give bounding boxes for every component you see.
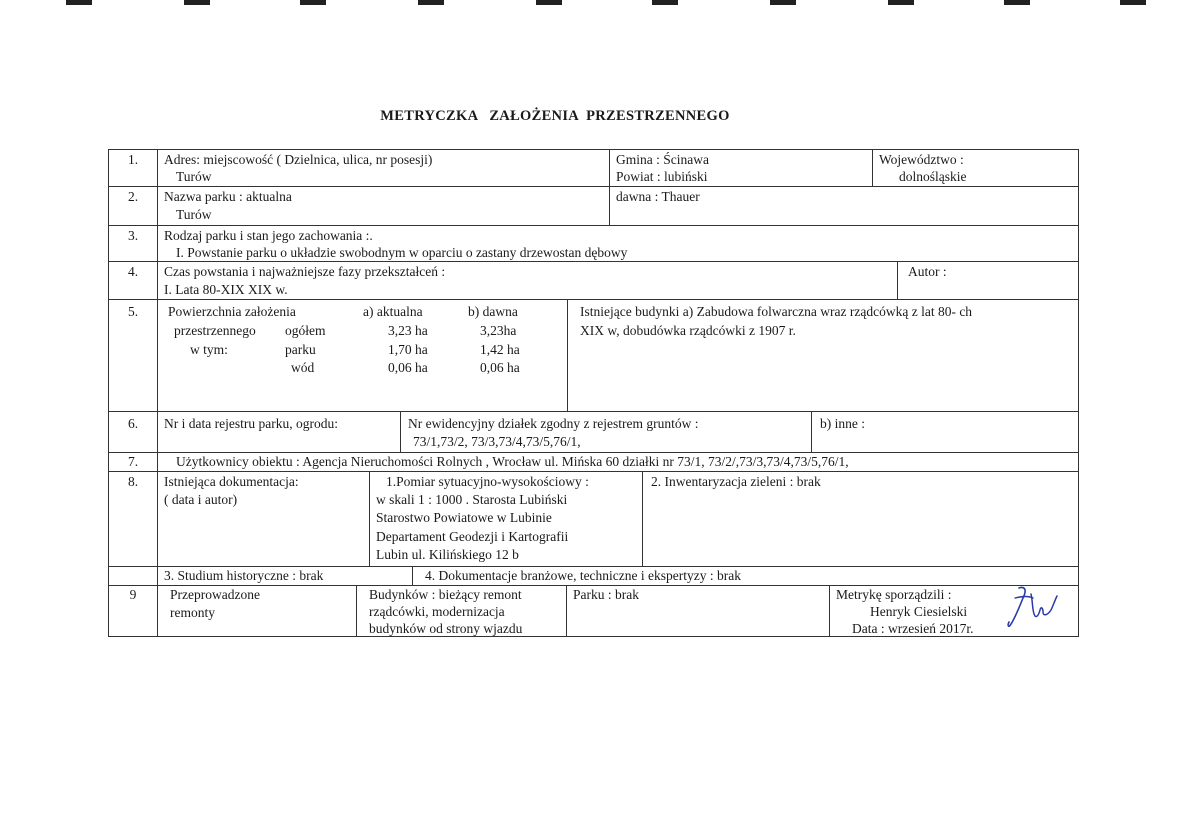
survey-text: Lubin ul. Kilińskiego 12 b <box>376 547 519 562</box>
buildings-repairs-text: budynków od strony wjazdu <box>369 621 523 636</box>
address-label: Adres: miejscowość ( Dzielnica, ulica, nr posesji) <box>164 152 433 167</box>
document-title: METRYCZKA ZAŁOŻENIA PRZESTRZENNEGO <box>380 108 730 124</box>
park-area-label: parku <box>285 342 316 357</box>
parcels-value: 73/1,73/2, 73/3,73/4,73/5,76/1, <box>413 434 581 449</box>
scan-mark <box>300 0 326 5</box>
survey-text: w skali 1 : 1000 . Starosta Lubiński <box>376 492 568 507</box>
sector-docs: 4. Dokumentacje branżowe, techniczne i ekspertyzy : brak <box>425 568 741 583</box>
park-repairs-cell <box>566 585 830 637</box>
former-total-value: 3,23ha <box>480 323 517 338</box>
buildings-cell <box>567 299 1079 412</box>
scan-mark <box>536 0 562 5</box>
users-cell <box>157 452 1079 472</box>
creation-time-value: I. Lata 80-XIX XIX w. <box>164 282 288 297</box>
creation-time-cell <box>157 261 898 300</box>
repairs-label: Przeprowadzone <box>170 587 260 602</box>
documentation-cell <box>157 471 370 567</box>
repairs-cell <box>157 585 357 637</box>
scan-mark <box>184 0 210 5</box>
park-name-label: Nazwa parku : aktualna <box>164 189 292 204</box>
address-value: Turów <box>176 169 212 184</box>
parcels-label: Nr ewidencyjny działek zgodny z rejestrem gruntów : <box>408 416 699 431</box>
greenery-inventory: 2. Inwentaryzacja zieleni : brak <box>651 474 821 489</box>
row-2-number-cell <box>108 186 158 226</box>
prepared-date: Data : wrzesień 2017r. <box>852 621 974 636</box>
current-total-value: 3,23 ha <box>388 323 428 338</box>
row-number: 3. <box>127 228 139 243</box>
row-number: 9 <box>129 587 137 602</box>
park-name-value: Turów <box>176 207 212 222</box>
row-6-number-cell <box>108 411 158 453</box>
other-label: b) inne : <box>820 416 865 431</box>
park-type-label: Rodzaj parku i stan jego zachowania :. <box>164 228 373 243</box>
former-column-header: b) dawna <box>468 304 518 319</box>
history-study: 3. Studium historyczne : brak <box>164 568 324 583</box>
row-8-number-cell <box>108 471 158 567</box>
parcels-cell <box>400 411 812 453</box>
row-number: 8. <box>127 474 139 489</box>
creation-time-label: Czas powstania i najważniejsze fazy przekształceń : <box>164 264 446 279</box>
scan-mark <box>1004 0 1030 5</box>
park-name-cell <box>157 186 610 226</box>
buildings-text: Istniejące budynki a) Zabudowa folwarczna wraz rządcówką z lat 80- ch <box>580 304 973 319</box>
survey-text: Starostwo Powiatowe w Lubinie <box>376 510 552 525</box>
author-label: Autor : <box>908 264 947 279</box>
documentation-label: ( data i autor) <box>164 492 238 507</box>
buildings-repairs-text: Budynków : bieżący remont <box>369 587 522 602</box>
buildings-repairs-cell <box>356 585 567 637</box>
documentation-label: Istniejąca dokumentacja: <box>164 474 299 489</box>
scan-mark <box>888 0 914 5</box>
former-park-value: 1,42 ha <box>480 342 520 357</box>
row-number: 6. <box>127 416 139 431</box>
greenery-cell <box>642 471 1079 567</box>
area-label: przestrzennego <box>174 323 256 338</box>
row-8b-number-cell <box>108 566 158 586</box>
repairs-label: remonty <box>170 605 215 620</box>
park-type-value: I. Powstanie parku o układzie swobodnym w oparciu o zastany drzewostan dębowy <box>176 245 628 260</box>
row-number: 4. <box>127 264 139 279</box>
scan-mark <box>1120 0 1146 5</box>
water-area-label: wód <box>291 360 315 375</box>
survey-cell <box>369 471 643 567</box>
wojewodztwo-label: Województwo : <box>879 152 964 167</box>
other-cell <box>811 411 1079 453</box>
wojewodztwo-value: dolnośląskie <box>899 169 967 184</box>
current-water-value: 0,06 ha <box>388 360 428 375</box>
scan-edge-marks <box>0 0 1199 6</box>
current-park-value: 1,70 ha <box>388 342 428 357</box>
row-number: 1. <box>127 152 139 167</box>
users-value: Użytkownicy obiektu : Agencja Nieruchomości Rolnych , Wrocław ul. Mińska 60 działki nr 73/1, 73/2/,73/3,73/4,73/5,76/1, <box>176 454 849 469</box>
sector-docs-cell <box>412 566 1079 586</box>
total-label: ogółem <box>285 323 326 338</box>
history-study-cell <box>157 566 413 586</box>
row-7-number-cell <box>108 452 158 472</box>
register-cell <box>157 411 401 453</box>
scan-mark <box>652 0 678 5</box>
scan-mark <box>770 0 796 5</box>
address-cell <box>157 149 610 187</box>
former-water-value: 0,06 ha <box>480 360 520 375</box>
survey-text: Departament Geodezji i Kartografii <box>376 529 569 544</box>
park-type-cell <box>157 225 1079 262</box>
buildings-text: XIX w, dobudówka rządcówki z 1907 r. <box>580 323 796 338</box>
row-9-number-cell <box>108 585 158 637</box>
row-5-number-cell <box>108 299 158 412</box>
prepared-by-name: Henryk Ciesielski <box>870 604 968 619</box>
row-number: 7. <box>127 454 139 469</box>
powiat-value: Powiat : lubiński <box>616 169 708 184</box>
scan-mark <box>418 0 444 5</box>
buildings-repairs-text: rządcówki, modernizacja <box>369 604 505 619</box>
prepared-by-label: Metrykę sporządzili : <box>836 587 952 602</box>
in-type-label: w tym: <box>190 342 228 357</box>
row-number: 5. <box>127 304 139 319</box>
area-label: Powierzchnia założenia <box>168 304 296 319</box>
row-4-number-cell <box>108 261 158 300</box>
wojewodztwo-cell <box>872 149 1079 187</box>
row-1-number-cell <box>108 149 158 187</box>
current-column-header: a) aktualna <box>363 304 423 319</box>
area-cell <box>157 299 568 412</box>
former-name-value: dawna : Thauer <box>616 189 700 204</box>
former-name-cell <box>609 186 1079 226</box>
park-repairs: Parku : brak <box>573 587 639 602</box>
handwritten-signature-icon <box>1005 584 1065 632</box>
author-cell <box>897 261 1079 300</box>
survey-text: 1.Pomiar sytuacyjno-wysokościowy : <box>386 474 589 489</box>
row-number: 2. <box>127 189 139 204</box>
scan-mark <box>66 0 92 5</box>
row-3-number-cell <box>108 225 158 262</box>
register-label: Nr i data rejestru parku, ogrodu: <box>164 416 338 431</box>
gmina-value: Gmina : Ścinawa <box>616 152 709 167</box>
gmina-cell <box>609 149 873 187</box>
